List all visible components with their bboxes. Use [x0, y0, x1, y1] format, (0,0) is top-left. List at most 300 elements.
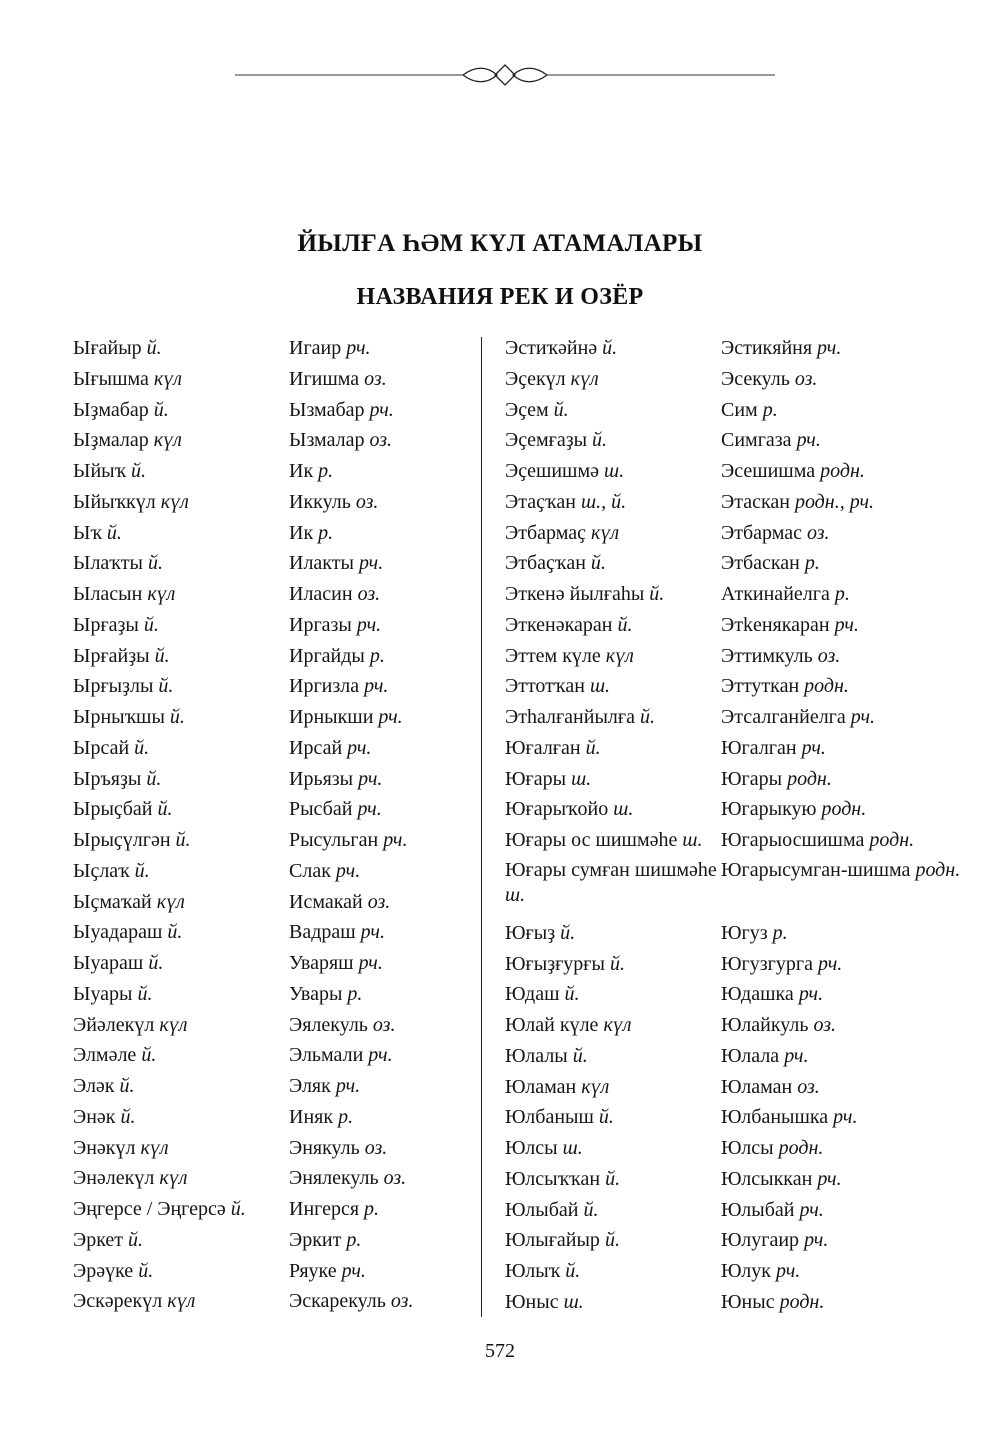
entry-name: Эңгерсе / Эңгерсә — [73, 1198, 226, 1220]
bashkir-entry — [73, 1288, 278, 1319]
entry-name: Юлбанышка — [721, 1106, 829, 1129]
column-divider — [481, 337, 482, 1317]
entry-name: Юламан — [505, 1075, 577, 1098]
russian-entry — [721, 427, 966, 458]
entry-abbreviation: оз. — [369, 429, 393, 452]
entry-name: Эттем күле — [505, 644, 601, 667]
entry-name: Юлалы — [505, 1044, 568, 1067]
entry-abbreviation: родн. — [787, 767, 832, 790]
bashkir-entry — [505, 1227, 720, 1258]
entry-name: Юғары сумған шишмәһе — [505, 858, 717, 881]
entry-abbreviation: й. — [617, 613, 633, 636]
entry-abbreviation: й. — [138, 1259, 154, 1282]
entry-name: Этбаскан — [721, 552, 800, 575]
russian-entry — [721, 550, 966, 581]
russian-entry — [721, 827, 966, 858]
entry-abbreviation: күл — [156, 890, 185, 913]
entry-name: Игаир — [289, 337, 342, 359]
entry-name: Юлсы — [721, 1137, 774, 1159]
bashkir-entry — [73, 427, 278, 458]
entry-abbreviation: родн. — [915, 858, 961, 881]
entry-abbreviation: оз. — [357, 583, 381, 605]
entry-abbreviation: й. — [154, 644, 170, 667]
entry-abbreviation: оз. — [355, 490, 379, 513]
bashkir-entry — [505, 704, 720, 735]
russian-entry — [721, 735, 966, 766]
entry-abbreviation: й. — [592, 429, 608, 452]
entry-name: Ырсай — [73, 736, 130, 759]
entry-name: Юлсыҡҡан — [505, 1167, 601, 1190]
entry-name: Этkенякаран — [721, 613, 830, 636]
entry-abbreviation: рч. — [383, 829, 408, 851]
russian-entry — [289, 673, 474, 704]
entry-name: Юлыбай — [505, 1198, 579, 1221]
entry-name: Ыйыҡкүл — [73, 490, 156, 513]
russian-entry — [289, 1227, 474, 1258]
entry-abbreviation: й. — [560, 921, 576, 944]
entry-abbreviation: родн. — [869, 829, 915, 851]
entry-abbreviation: й. — [146, 337, 162, 359]
russian-entry — [289, 981, 474, 1012]
entry-abbreviation: й. — [128, 1228, 144, 1251]
entry-abbreviation: й. — [134, 859, 150, 882]
entry-name: Юлығайыр — [505, 1229, 600, 1252]
entry-name: Эркит — [289, 1228, 342, 1251]
entry-name: Илакты — [289, 552, 354, 575]
entry-name: Эскарекуль — [289, 1290, 386, 1313]
bashkir-entry — [505, 1197, 720, 1228]
russian-entry — [721, 1258, 966, 1289]
entry-abbreviation: ш. — [563, 1290, 584, 1313]
entry-abbreviation: й. — [590, 552, 606, 575]
entry-abbreviation: й. — [147, 552, 163, 575]
entry-abbreviation: й. — [137, 982, 153, 1005]
entry-name: Иргазы — [289, 613, 352, 636]
entry-name: Юғарыҡойо — [505, 798, 609, 821]
entry-abbreviation: күл — [153, 429, 182, 452]
entry-name: Ығышма — [73, 367, 149, 390]
russian-entry — [721, 335, 966, 366]
bashkir-entry — [73, 1165, 278, 1196]
entry-abbreviation: күл — [603, 1014, 632, 1036]
entry-abbreviation: рч. — [850, 706, 876, 728]
entry-abbreviation: й. — [639, 706, 655, 728]
entry-name: Уваряш — [289, 952, 354, 974]
entry-name: Элмәле — [73, 1044, 137, 1067]
entry-abbreviation: родн. — [778, 1137, 824, 1159]
russian-entry — [289, 397, 474, 428]
entry-name: Эләк — [73, 1075, 115, 1097]
russian-entry — [289, 827, 474, 858]
entry-abbreviation: рч. — [356, 613, 382, 636]
entry-abbreviation: р. — [318, 460, 334, 482]
entry-name: Юлала — [721, 1044, 780, 1067]
bashkir-entry — [505, 1074, 720, 1105]
entry-name: Юлук — [721, 1260, 771, 1282]
entry-abbreviation: күл — [590, 521, 620, 544]
russian-entry — [289, 1288, 474, 1319]
entry-abbreviation: й. — [649, 583, 665, 605]
right-russian-column — [721, 335, 966, 1320]
entry-name: Этаскан — [721, 490, 790, 513]
russian-entry — [721, 1074, 966, 1105]
bashkir-entry — [505, 550, 720, 581]
entry-abbreviation: й. — [119, 1075, 135, 1097]
entry-abbreviation: күл — [581, 1075, 610, 1098]
russian-entry — [289, 1258, 474, 1289]
entry-name: Югары — [721, 767, 783, 790]
entry-abbreviation: рч. — [360, 921, 385, 944]
entry-abbreviation: ш., й. — [581, 490, 627, 513]
russian-entry — [289, 1073, 474, 1104]
entry-abbreviation: й. — [230, 1198, 246, 1220]
bashkir-entry — [73, 827, 278, 858]
russian-entry — [289, 1042, 474, 1073]
entry-name: Слак — [289, 859, 331, 882]
entry-name: Ырғаҙы — [73, 613, 139, 636]
entry-name: Юғыҙғурғы — [505, 952, 605, 975]
entry-abbreviation: рч. — [368, 1044, 393, 1067]
bashkir-entry — [505, 766, 720, 797]
entry-abbreviation: күл — [167, 1290, 196, 1313]
entry-name: Эркет — [73, 1228, 124, 1251]
entry-abbreviation: рч. — [378, 706, 403, 728]
bashkir-entry — [73, 643, 278, 674]
entry-abbreviation: рч. — [817, 952, 843, 975]
entry-abbreviation: рч. — [357, 798, 382, 821]
entry-name: Ыҫмаҡай — [73, 890, 152, 913]
left-russian-column — [289, 335, 474, 1319]
entry-name: Этсалганйелга — [721, 706, 846, 728]
entry-abbreviation: р. — [338, 1105, 354, 1128]
russian-entry — [721, 796, 966, 827]
bashkir-entry — [505, 858, 720, 920]
entry-abbreviation: рч. — [369, 398, 394, 421]
entry-name: Иласин — [289, 583, 353, 605]
russian-entry — [721, 1289, 966, 1320]
bashkir-entry — [73, 1227, 278, 1258]
entry-name: Ырыҫүлгән — [73, 829, 171, 851]
entry-abbreviation: оз. — [806, 521, 830, 544]
entry-name: Эрәүке — [73, 1259, 134, 1282]
entry-name: Эстиҡәйнә — [505, 337, 598, 359]
entry-name: Югузгурга — [721, 952, 813, 975]
entry-abbreviation: рч. — [817, 1167, 842, 1190]
russian-entry — [721, 489, 966, 520]
russian-entry — [289, 1012, 474, 1043]
entry-abbreviation: рч. — [364, 675, 389, 698]
entry-name: Симгаза — [721, 429, 792, 452]
entry-name: Этбармаҫ — [505, 521, 586, 544]
entry-name: Этаҫҡан — [505, 490, 576, 513]
entry-name: Ик — [289, 460, 314, 482]
entry-abbreviation: ш. — [682, 829, 703, 851]
entry-name: Ылаҡты — [73, 552, 143, 575]
entry-name: Юдашка — [721, 983, 794, 1006]
entry-abbreviation: й. — [146, 767, 162, 790]
russian-entry — [289, 520, 474, 551]
entry-abbreviation: й. — [157, 798, 173, 821]
entry-name: Эҫекүл — [505, 367, 566, 390]
russian-entry — [721, 951, 966, 982]
entry-name: Увары — [289, 982, 343, 1005]
entry-name: Иргайды — [289, 644, 365, 667]
russian-entry — [289, 335, 474, 366]
page-number: 572 — [485, 1340, 515, 1362]
bashkir-entry — [505, 1043, 720, 1074]
bashkir-entry — [505, 1135, 720, 1166]
entry-abbreviation: й. — [605, 1167, 621, 1190]
entry-name: Энялекуль — [289, 1167, 379, 1190]
bashkir-entry — [73, 612, 278, 643]
bashkir-entry — [73, 919, 278, 950]
entry-name: Ызмабар — [289, 398, 365, 421]
bashkir-entry — [73, 1012, 278, 1043]
entry-name: Югарысумган-шишма — [721, 858, 911, 881]
bashkir-entry — [73, 981, 278, 1012]
entry-name: Эҫемғаҙы — [505, 429, 588, 452]
bashkir-entry — [73, 1042, 278, 1073]
entry-abbreviation: рч. — [341, 1259, 366, 1282]
entry-abbreviation: күл — [140, 1136, 169, 1159]
bashkir-entry — [73, 704, 278, 735]
entry-name: Энәкүл — [73, 1136, 136, 1159]
russian-entry — [721, 458, 966, 489]
russian-entry — [721, 643, 966, 674]
entry-abbreviation: й. — [553, 398, 569, 421]
bashkir-entry — [73, 520, 278, 551]
entry-abbreviation: й. — [143, 613, 159, 636]
russian-entry — [721, 1043, 966, 1074]
russian-entry — [289, 458, 474, 489]
russian-entry — [721, 920, 966, 951]
entry-abbreviation: рч. — [346, 337, 371, 359]
bashkir-entry — [73, 796, 278, 827]
entry-abbreviation: рч. — [776, 1260, 801, 1282]
entry-name: Юлугаир — [721, 1229, 800, 1252]
russian-entry — [289, 550, 474, 581]
entry-name: Юғары ос шишмәһе — [505, 829, 678, 851]
russian-entry — [721, 397, 966, 428]
entry-name: Ырғыҙлы — [73, 675, 154, 698]
entry-name: Ирныкши — [289, 706, 374, 728]
entry-abbreviation: рч. — [796, 429, 821, 452]
russian-entry — [721, 612, 966, 643]
entry-abbreviation: родн. — [779, 1290, 825, 1313]
right-bashkir-column — [505, 335, 720, 1320]
entry-name: Ыръяҙы — [73, 767, 142, 790]
entry-abbreviation: й. — [141, 1044, 157, 1067]
bashkir-entry — [73, 950, 278, 981]
entry-abbreviation: р. — [762, 398, 778, 421]
entry-name: Рысбай — [289, 798, 353, 821]
entry-abbreviation: й. — [609, 952, 625, 975]
entry-name: Юлсы — [505, 1137, 558, 1159]
entry-name: Ырыҫбай — [73, 798, 153, 821]
entry-name: Юлсыккан — [721, 1167, 813, 1190]
entry-name: Энәк — [73, 1105, 116, 1128]
entry-name: Юлай күле — [505, 1014, 599, 1036]
russian-entry — [721, 1227, 966, 1258]
bashkir-entry — [73, 458, 278, 489]
entry-abbreviation: рч. — [347, 736, 372, 759]
entry-abbreviation: й. — [158, 675, 174, 698]
entry-name: Югуз — [721, 921, 768, 944]
entry-abbreviation: й. — [602, 337, 618, 359]
entry-name: Юныс — [505, 1290, 559, 1313]
entry-abbreviation: рч. — [358, 552, 384, 575]
entry-abbreviation: оз. — [390, 1290, 414, 1313]
entry-abbreviation: й. — [585, 736, 601, 759]
entry-name: Эстикяйня — [721, 337, 813, 359]
entry-abbreviation: ш. — [562, 1137, 583, 1159]
russian-entry — [289, 704, 474, 735]
entry-abbreviation: й. — [565, 1260, 581, 1282]
entry-name: Эялекуль — [289, 1013, 368, 1036]
entry-name: Эткенәкаран — [505, 613, 613, 636]
entry-name: Иргизла — [289, 675, 360, 698]
entry-name: Ыҫлаҡ — [73, 859, 130, 882]
entry-abbreviation: й. — [175, 829, 191, 851]
bashkir-entry — [505, 397, 720, 428]
entry-abbreviation: родн. — [820, 460, 865, 482]
bashkir-entry — [73, 397, 278, 428]
russian-entry — [721, 981, 966, 1012]
russian-entry — [289, 735, 474, 766]
entry-name: Эткенә йылғаһы — [505, 583, 645, 605]
page-title-bashkir: ЙЫЛҒА ҺӘМ КҮЛ АТАМАЛАРЫ — [297, 230, 703, 257]
bashkir-entry — [73, 489, 278, 520]
entry-abbreviation: р. — [772, 921, 788, 944]
russian-entry — [721, 1104, 966, 1135]
entry-abbreviation: оз. — [813, 1014, 837, 1036]
entry-name: Этбаҫҡан — [505, 552, 586, 575]
entry-abbreviation: күл — [160, 490, 189, 513]
entry-abbreviation: й. — [134, 736, 150, 759]
bashkir-entry — [505, 951, 720, 982]
bashkir-entry — [505, 643, 720, 674]
russian-entry — [289, 796, 474, 827]
entry-name: Ыйыҡ — [73, 460, 127, 482]
entry-name: Юғыҙ — [505, 921, 556, 944]
entry-name: Этбармас — [721, 521, 802, 544]
bashkir-entry — [505, 612, 720, 643]
entry-abbreviation: родн., рч. — [794, 490, 874, 513]
entry-abbreviation: оз. — [367, 890, 391, 913]
entry-name: Ығайыр — [73, 337, 142, 359]
entry-name: Югарыкую — [721, 798, 817, 821]
entry-abbreviation: й. — [167, 921, 183, 944]
entry-name: Игишма — [289, 367, 360, 390]
entry-abbreviation: р. — [804, 552, 820, 575]
russian-entry — [289, 489, 474, 520]
bashkir-entry — [73, 1104, 278, 1135]
entry-abbreviation: оз. — [364, 1136, 388, 1159]
entry-name: Ыҙмалар — [73, 429, 149, 452]
entry-abbreviation: оз. — [383, 1167, 407, 1190]
bashkir-entry — [73, 366, 278, 397]
russian-entry — [289, 919, 474, 950]
entry-name: Эҫем — [505, 398, 549, 421]
bashkir-entry — [505, 735, 720, 766]
bashkir-entry — [505, 673, 720, 704]
bashkir-entry — [73, 1196, 278, 1227]
entry-abbreviation: күл — [159, 1167, 188, 1190]
entry-abbreviation: й. — [572, 1044, 588, 1067]
bashkir-entry — [505, 335, 720, 366]
entry-name: Ирьязы — [289, 767, 354, 790]
entry-abbreviation: рч. — [833, 1106, 858, 1129]
bashkir-entry — [73, 335, 278, 366]
russian-entry — [721, 704, 966, 735]
entry-name: Эльмали — [289, 1044, 364, 1067]
entry-name: Ырныҡшы — [73, 706, 165, 728]
header-ornament — [235, 60, 775, 90]
entry-abbreviation: ш. — [613, 798, 634, 821]
entry-name: Юламан — [721, 1075, 793, 1098]
entry-abbreviation: рч. — [335, 1075, 361, 1097]
bashkir-entry — [505, 1289, 720, 1320]
entry-abbreviation: оз. — [794, 367, 818, 390]
entry-abbreviation: р. — [364, 1198, 380, 1220]
entry-abbreviation: рч. — [804, 1229, 829, 1252]
entry-name: Юлыбай — [721, 1198, 795, 1221]
bashkir-entry — [73, 1073, 278, 1104]
entry-name: Эсешишма — [721, 460, 816, 482]
entry-name: Юлбаныш — [505, 1106, 594, 1129]
russian-entry — [289, 950, 474, 981]
entry-abbreviation: рч. — [784, 1044, 809, 1067]
entry-abbreviation: күл — [605, 644, 634, 667]
entry-abbreviation: й. — [120, 1105, 136, 1128]
entry-name: Рысульган — [289, 829, 379, 851]
entry-name: Юғалған — [505, 736, 581, 759]
entry-abbreviation: рч. — [834, 613, 859, 636]
entry-name: Юныс — [721, 1290, 775, 1313]
entry-abbreviation: күл — [570, 367, 599, 390]
russian-entry — [721, 766, 966, 797]
bashkir-entry — [505, 796, 720, 827]
entry-name: Юлайкуль — [721, 1014, 809, 1036]
entry-name: Ыуадараш — [73, 921, 163, 944]
entry-abbreviation: рч. — [799, 1198, 824, 1221]
entry-name: Ик — [289, 521, 314, 544]
entry-abbreviation: рч. — [798, 983, 824, 1006]
entry-abbreviation: й. — [564, 983, 580, 1006]
bashkir-entry — [73, 673, 278, 704]
entry-abbreviation: р. — [347, 982, 363, 1005]
entry-abbreviation: ш. — [571, 767, 592, 790]
entry-name: Югалган — [721, 736, 797, 759]
entry-abbreviation: й. — [169, 706, 185, 728]
russian-entry — [721, 673, 966, 704]
entry-name: Ырғайҙы — [73, 644, 150, 667]
russian-entry — [289, 427, 474, 458]
entry-name: Вадраш — [289, 921, 356, 944]
entry-abbreviation: р. — [346, 1228, 362, 1251]
russian-entry — [289, 366, 474, 397]
entry-name: Ыҡ — [73, 521, 102, 544]
russian-entry — [721, 1197, 966, 1228]
russian-entry — [289, 766, 474, 797]
entry-abbreviation: й. — [131, 460, 147, 482]
russian-entry — [721, 581, 966, 612]
page-title-russian: НАЗВАНИЯ РЕК И ОЗЁР — [356, 284, 644, 310]
bashkir-entry — [505, 581, 720, 612]
russian-entry — [721, 1135, 966, 1166]
entry-abbreviation: р. — [834, 583, 850, 605]
russian-entry — [721, 366, 966, 397]
